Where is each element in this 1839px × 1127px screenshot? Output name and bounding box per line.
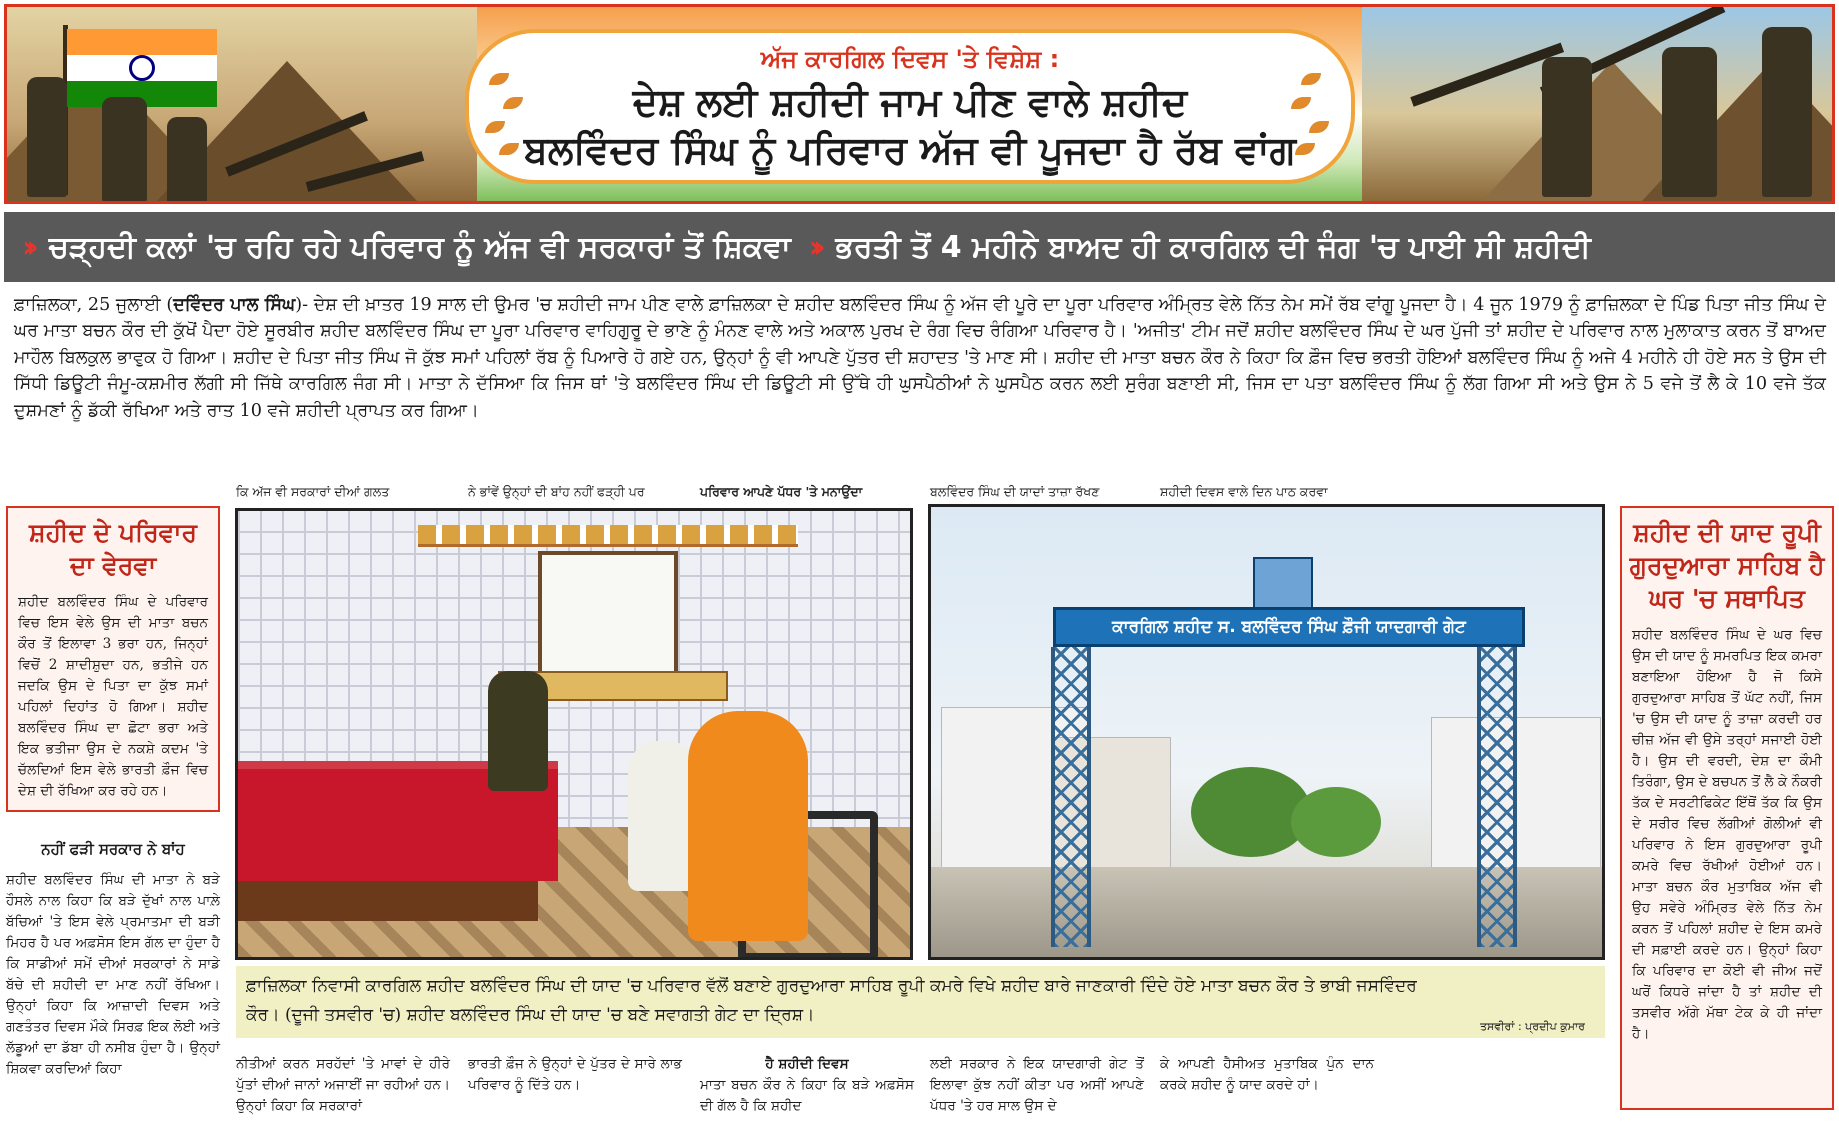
lead-body: )- ਦੇਸ਼ ਦੀ ਖ਼ਾਤਰ 19 ਸਾਲ ਦੀ ਉਮਰ 'ਚ ਸ਼ਹੀਦੀ ਜਾਮ ਪੀਣ ਵਾਲੇ ਫ਼ਾਜ਼ਿਲਕਾ ਦੇ ਸ਼ਹੀਦ ਬਲਵਿੰਦਰ ਸਿੰਘ ਨੂੰ ਅੱਜ ਵੀ ਪੂਰੇ ਦਾ ਪੂਰਾ ਪਰਿਵਾਰ ਅੰਮ੍ਰਿਤ ਵੇਲੇ ਨਿੱਤ ਨੇਮ ਸਮੇਂ ਰੱਬ ਵਾਂਗੂ ਪੂਜਦਾ ਹੈ। 4 ਜੂਨ 1979 ਨੂੰ ਫ਼ਾਜ਼ਿਲਕਾ ਦੇ ਪਿੰਡ ਪਿਤਾ ਜੀਤ ਸਿੰਘ ਦੇ ਘਰ ਮਾਤਾ ਬਚਨ ਕੌਰ ਦੀ ਕੁੱਖੋਂ ਪੈਦਾ ਹੋਏ ਸੂਰਬੀਰ ਸ਼ਹੀਦ ਬਲਵਿੰਦਰ ਸਿੰਘ ਦਾ ਪੂਰਾ ਪਰਿਵਾਰ ਵਾਹਿਗੁਰੂ ਦੇ ਭਾਣੇ ਨੂੰ ਮੰਨਣ ਵਾਲੇ ਅਤੇ ਅਕਾਲ ਪੁਰਖ ਦੇ ਰੰਗ ਵਿਚ ਰੰਗਿਆ ਪਰਿਵਾਰ ਹੈ। 'ਅਜੀਤ' ਟੀਮ ਜਦੋਂ ਸ਼ਹੀਦ ਬਲਵਿੰਦਰ ਸਿੰਘ ਦੇ ਘਰ ਪੁੱਜੀ ਤਾਂ ਸ਼ਹੀਦ ਦੇ ਪਰਿਵਾਰ ਨਾਲ ਮੁਲਾਕਾਤ ਕਰਨ ਤੋਂ ਬਾਅਦ ਮਾਹੌਲ ਬਿਲਕੁਲ ਭਾਵੁਕ ਹੋ ਗਿਆ। ਸ਼ਹੀਦ ਦੇ ਪਿਤਾ ਜੀਤ ਸਿੰਘ ਜੋ ਕੁੱਝ ਸਮਾਂ ਪਹਿਲਾਂ ਰੱਬ ਨੂੰ ਪਿਆਰੇ ਹੋ ਗਏ ਹਨ, ਉਨ੍ਹਾਂ ਨੂੰ ਵੀ ਆਪਣੇ ਪੁੱਤਰ ਦੀ ਸ਼ਹਾਦਤ 'ਤੇ ਮਾਣ ਸੀ। ਸ਼ਹੀਦ ਦੀ ਮਾਤਾ ਬਚਨ ਕੌਰ ਨੇ ਕਿਹਾ ਕਿ ਫ਼ੌਜ ਵਿਚ ਭਰਤੀ ਹੋਇਆਂ ਬਲਵਿੰਦਰ ਸਿੰਘ ਨੂੰ ਅਜੇ 4 ਮਹੀਨੇ ਹੀ ਹੋਏ ਸਨ ਤੇ ਉਸ ਦੀ ਸਿੱਧੀ ਡਿਊਟੀ ਜੰਮੂ-ਕਸ਼ਮੀਰ ਲੱਗੀ ਸੀ ਜਿੱਥੇ ਕਾਰਗਿਲ ਜੰਗ ਸੀ। ਮਾਤਾ ਨੇ ਦੱਸਿਆ ਕਿ ਜਿਸ ਥਾਂ 'ਤੇ ਬਲਵਿੰਦਰ ਸਿੰਘ ਦੀ ਡਿਊਟੀ ਸੀ ਉੱਥੇ ਹੀ ਘੁਸਪੈਠੀਆਂ ਨੇ ਘੁਸਪੈਠ ਕਰਨ ਲਈ ਸੁਰੰਗ ਬਣਾਈ ਸੀ, ਜਿਸ ਦਾ ਪਤਾ ਬਲਵਿੰਦਰ ਸਿੰਘ ਨੂੰ ਲੱਗ ਗਿਆ ਸੀ ਅਤੇ ਉਸ ਨੇ 5 ਵਜੇ ਤੋਂ ਲੈ ਕੇ 10 ਵਜੇ ਤੱਕ ਦੁਸ਼ਮਣਾਂ ਨੂੰ ਡੱਕੀ ਰੱਖਿਆ ਅਤੇ ਰਾਤ 10 ਵਜੇ ਸ਼ਹੀਦੀ ਪ੍ਰਾਪਤ ਕਰ ਗਿਆ।	[14, 295, 1826, 421]
strapline-text-1: ਚੜ੍ਹਦੀ ਕਲਾਂ 'ਚ ਰਹਿ ਰਹੇ ਪਰਿਵਾਰ ਨੂੰ ਅੱਜ ਵੀ ਸਰਕਾਰਾਂ ਤੋਂ ਸ਼ਿਕਵਾ	[48, 229, 791, 265]
strapline-bar	[4, 212, 1835, 282]
column-subhead: ਨਹੀਂ ਫੜੀ ਸਰਕਾਰ ਨੇ ਬਾਂਹ	[41, 840, 185, 858]
martyr-portrait-icon	[1253, 557, 1313, 609]
photo-memorial-room	[235, 508, 913, 960]
column-text-fragment: ਸ਼ਹੀਦੀ ਦਿਵਸ ਵਾਲੇ ਦਿਨ ਪਾਠ ਕਰਵਾ	[1160, 484, 1328, 499]
memorial-gurdwara-box	[1620, 506, 1834, 1110]
headline-line-1: ਦੇਸ਼ ਲਈ ਸ਼ਹੀਦੀ ਜਾਮ ਪੀਣ ਵਾਲੇ ਸ਼ਹੀਦ	[632, 80, 1188, 124]
column-text-fragment: ਪਰਿਵਾਰ ਆਪਣੇ ਪੱਧਰ 'ਤੇ ਮਨਾਉਂਦਾ	[700, 484, 863, 499]
banner-kicker: ਅੱਜ ਕਾਰਗਿਲ ਦਿਵਸ 'ਤੇ ਵਿਸ਼ੇਸ਼ :	[760, 45, 1060, 73]
column-text: ਭਾਰਤੀ ਫ਼ੌਜ ਨੇ ਉਨ੍ਹਾਂ ਦੇ ਪੁੱਤਰ ਦੇ ਸਾਰੇ ਲਾਭ ਪਰਿਵਾਰ ਨੂੰ ਦਿੱਤੇ ਹਨ।	[468, 1056, 682, 1093]
column-text-fragment: ਬਲਵਿੰਦਰ ਸਿੰਘ ਦੀ ਯਾਦਾਂ ਤਾਜ਼ਾ ਰੱਖਣ	[930, 484, 1100, 499]
photo-memorial-gate	[928, 504, 1605, 960]
indian-flag-icon	[67, 29, 217, 107]
banner-photo-soldiers-guns	[1362, 7, 1832, 201]
strapline-item	[4, 230, 791, 265]
reporter-name: ਦਵਿੰਦਰ ਪਾਲ ਸਿੰਘ	[173, 294, 296, 315]
column-text: ਨੀਤੀਆਂ ਕਰਨ ਸਰਹੱਦਾਂ 'ਤੇ ਮਾਵਾਂ ਦੇ ਹੀਰੇ ਪੁੱਤਾਂ ਦੀਆਂ ਜਾਨਾਂ ਅਜਾਈਂ ਜਾ ਰਹੀਆਂ ਹਨ। ਉਨ੍ਹਾਂ ਕਿਹਾ ਕਿ ਸਰਕਾਰਾਂ	[236, 1056, 450, 1114]
gate-sign: ਕਾਰਗਿਲ ਸ਼ਹੀਦ ਸ. ਬਲਵਿੰਦਰ ਸਿੰਘ ਫ਼ੌਜੀ ਯਾਦਗਾਰੀ ਗੇਟ	[1053, 607, 1525, 647]
caption-line-1: ਫ਼ਾਜ਼ਿਲਕਾ ਨਿਵਾਸੀ ਕਾਰਗਿਲ ਸ਼ਹੀਦ ਬਲਵਿੰਦਰ ਸਿੰਘ ਦੀ ਯਾਦ 'ਚ ਪਰਿਵਾਰ ਵੱਲੋਂ ਬਣਾਏ ਗੁਰਦੁਆਰਾ ਸਾਹਿਬ ਰੂਪੀ ਕਮਰੇ ਵਿਖੇ ਸ਼ਹੀਦ ਬਾਰੇ ਜਾਣਕਾਰੀ ਦਿੰਦੇ ਹੋਏ ਮਾਤਾ ਬਚਨ ਕੌਰ ਤੇ ਭਾਬੀ ਜਸਵਿੰਦਰ	[246, 976, 1417, 996]
strapline-item	[791, 230, 1591, 265]
family-details-box	[6, 506, 220, 812]
photo-caption	[236, 966, 1605, 1038]
column-text-block	[700, 1054, 914, 1117]
headline-line-2: ਬਲਵਿੰਦਰ ਸਿੰਘ ਨੂੰ ਪਰਿਵਾਰ ਅੱਜ ਵੀ ਪੂਜਦਾ ਹੈ ਰੱਬ ਵਾਂਗ	[524, 128, 1296, 172]
column-text-fragment: ਨੇ ਭਾਂਵੇਂ ਉਨ੍ਹਾਂ ਦੀ ਬਾਂਹ ਨਹੀਂ ਫੜ੍ਹੀ ਪਰ	[468, 484, 645, 499]
strapline-text-2: ਭਰਤੀ ਤੋਂ 4 ਮਹੀਨੇ ਬਾਅਦ ਹੀ ਕਾਰਗਿਲ ਦੀ ਜੰਗ 'ਚ ਪਾਈ ਸੀ ਸ਼ਹੀਦੀ	[835, 229, 1591, 265]
box-body: ਸ਼ਹੀਦ ਬਲਵਿੰਦਰ ਸਿੰਘ ਦੇ ਘਰ ਵਿਚ ਉਸ ਦੀ ਯਾਦ ਨੂੰ ਸਮਰਪਿਤ ਇਕ ਕਮਰਾ ਬਣਾਇਆ ਹੋਇਆ ਹੈ ਜੋ ਕਿਸੇ ਗੁਰਦੁਆਰਾ ਸਾਹਿਬ ਤੋਂ ਘੱਟ ਨਹੀਂ, ਜਿਸ 'ਚ ਉਸ ਦੀ ਯਾਦ ਨੂੰ ਤਾਜ਼ਾ ਕਰਦੀ ਹਰ ਚੀਜ਼ ਅੱਜ ਵੀ ਉਸੇ ਤਰ੍ਹਾਂ ਸਜਾਈ ਹੋਈ ਹੈ। ਉਸ ਦੀ ਵਰਦੀ, ਦੇਸ਼ ਦਾ ਕੌਮੀ ਤਿਰੰਗਾ, ਉਸ ਦੇ ਬਚਪਨ ਤੋਂ ਲੈ ਕੇ ਨੌਕਰੀ ਤੱਕ ਦੇ ਸਰਟੀਫਿਕੇਟ ਇੱਥੋਂ ਤੱਕ ਕਿ ਉਸ ਦੇ ਸਰੀਰ ਵਿਚ ਲੱਗੀਆਂ ਗੋਲੀਆਂ ਵੀ ਪਰਿਵਾਰ ਨੇ ਇਸ ਗੁਰਦੁਆਰਾ ਰੂਪੀ ਕਮਰੇ ਵਿਚ ਰੱਖੀਆਂ ਹੋਈਆਂ ਹਨ। ਮਾਤਾ ਬਚਨ ਕੌਰ ਮੁਤਾਬਿਕ ਅੱਜ ਵੀ ਉਹ ਸਵੇਰੇ ਅੰਮ੍ਰਿਤ ਵੇਲੇ ਨਿੱਤ ਨੇਮ ਕਰਨ ਤੋਂ ਪਹਿਲਾਂ ਸ਼ਹੀਦ ਦੇ ਇਸ ਕਮਰੇ ਦੀ ਸਫ਼ਾਈ ਕਰਦੇ ਹਨ। ਉਨ੍ਹਾਂ ਕਿਹਾ ਕਿ ਪਰਿਵਾਰ ਦਾ ਕੋਈ ਵੀ ਜੀਅ ਜਦੋਂ ਘਰੋਂ ਕਿਧਰੇ ਜਾਂਦਾ ਹੈ ਤਾਂ ਸ਼ਹੀਦ ਦੀ ਤਸਵੀਰ ਅੱਗੇ ਮੱਥਾ ਟੇਕ ਕੇ ਹੀ ਜਾਂਦਾ ਹੈ।	[1632, 627, 1822, 1042]
photo-credit: ਤਸਵੀਰਾਂ : ਪ੍ਰਦੀਪ ਕੁਮਾਰ	[1479, 1020, 1585, 1033]
column-text: ਮਾਤਾ ਬਚਨ ਕੌਰ ਨੇ ਕਿਹਾ ਕਿ ਬੜੇ ਅਫ਼ਸੋਸ ਦੀ ਗੱਲ ਹੈ ਕਿ ਸ਼ਹੀਦ	[700, 1077, 914, 1114]
double-chevron-right-icon: ››	[22, 229, 31, 265]
column-text: ਲਈ ਸਰਕਾਰ ਨੇ ਇਕ ਯਾਦਗਾਰੀ ਗੇਟ ਤੋਂ ਇਲਾਵਾ ਕੁੱਝ ਨਹੀਂ ਕੀਤਾ ਪਰ ਅਸੀਂ ਆਪਣੇ ਪੱਧਰ 'ਤੇ ਹਰ ਸਾਲ ਉਸ ਦੇ	[930, 1056, 1144, 1114]
column-subhead: ਹੈ ਸ਼ਹੀਦੀ ਦਿਵਸ	[765, 1056, 849, 1072]
column-text: ਕੇ ਆਪਣੀ ਹੈਸੀਅਤ ਮੁਤਾਬਿਕ ਪੁੰਨ ਦਾਨ ਕਰਕੇ ਸ਼ਹੀਦ ਨੂੰ ਯਾਦ ਕਰਦੇ ਹਾਂ।	[1160, 1056, 1374, 1093]
lead-paragraph	[14, 292, 1826, 424]
banner-photo-soldiers-flag	[7, 7, 477, 201]
banner-title-box	[465, 29, 1355, 184]
double-chevron-right-icon: ››	[808, 229, 818, 265]
column-text-fragment: ਕਿ ਅੱਜ ਵੀ ਸਰਕਾਰਾਂ ਦੀਆਂ ਗਲਤ	[236, 484, 390, 499]
column-text: ਸ਼ਹੀਦ ਬਲਵਿੰਦਰ ਸਿੰਘ ਦੀ ਮਾਤਾ ਨੇ ਬੜੇ ਹੌਸਲੇ ਨਾਲ ਕਿਹਾ ਕਿ ਬੜੇ ਦੁੱਖਾਂ ਨਾਲ ਪਾਲ਼ੇ ਬੱਚਿਆਂ 'ਤੇ ਇਸ ਵੇਲੇ ਪ੍ਰਮਾਤਮਾ ਦੀ ਬੜੀ ਮਿਹਰ ਹੈ ਪਰ ਅਫ਼ਸੋਸ ਇਸ ਗੱਲ ਦਾ ਹੁੰਦਾ ਹੈ ਕਿ ਸਾਡੀਆਂ ਸਮੇਂ ਦੀਆਂ ਸਰਕਾਰਾਂ ਨੇ ਸਾਡੇ ਬੱਚੇ ਦੀ ਸ਼ਹੀਦੀ ਦਾ ਮਾਣ ਨਹੀਂ ਰੱਖਿਆ। ਉਨ੍ਹਾਂ ਕਿਹਾ ਕਿ ਆਜ਼ਾਦੀ ਦਿਵਸ ਅਤੇ ਗਣਤੰਤਰ ਦਿਵਸ ਮੌਕੇ ਸਿਰਫ਼ ਇਕ ਲੋਈ ਅਤੇ ਲੱਡੂਆਂ ਦਾ ਡੱਬਾ ਹੀ ਨਸੀਬ ਹੁੰਦਾ ਹੈ। ਉਨ੍ਹਾਂ ਸ਼ਿਕਵਾ ਕਰਦਿਆਂ ਕਿਹਾ	[6, 872, 220, 1077]
box-title: ਸ਼ਹੀਦ ਦੀ ਯਾਦ ਰੂਪੀ ਗੁਰਦੁਆਰਾ ਸਾਹਿਬ ਹੈ ਘਰ 'ਚ ਸਥਾਪਿਤ	[1629, 518, 1825, 613]
caption-line-2: ਕੌਰ। (ਦੂਜੀ ਤਸਵੀਰ 'ਚ) ਸ਼ਹੀਦ ਬਲਵਿੰਦਰ ਸਿੰਘ ਦੀ ਯਾਦ 'ਚ ਬਣੇ ਸਵਾਗਤੀ ਗੇਟ ਦਾ ਦ੍ਰਿਸ਼।	[246, 1005, 815, 1025]
dateline: ਫ਼ਾਜ਼ਿਲਕਾ, 25 ਜੁਲਾਈ (	[14, 295, 174, 315]
box-title: ਸ਼ਹੀਦ ਦੇ ਪਰਿਵਾਰ ਦਾ ਵੇਰਵਾ	[28, 518, 197, 580]
box-body: ਸ਼ਹੀਦ ਬਲਵਿੰਦਰ ਸਿੰਘ ਦੇ ਪਰਿਵਾਰ ਵਿਚ ਇਸ ਵੇਲੇ ਉਸ ਦੀ ਮਾਤਾ ਬਚਨ ਕੌਰ ਤੋਂ ਇਲਾਵਾ 3 ਭਰਾ ਹਨ, ਜਿਨ੍ਹਾਂ ਵਿਚੋਂ 2 ਸ਼ਾਦੀਸ਼ੁਦਾ ਹਨ, ਭਤੀਜੇ ਹਨ ਜਦਕਿ ਉਸ ਦੇ ਪਿਤਾ ਦਾ ਕੁੱਝ ਸਮਾਂ ਪਹਿਲਾਂ ਦਿਹਾਂਤ ਹੋ ਗਿਆ। ਸ਼ਹੀਦ ਬਲਵਿੰਦਰ ਸਿੰਘ ਦਾ ਛੋਟਾ ਭਰਾ ਅਤੇ ਇਕ ਭਤੀਜਾ ਉਸ ਦੇ ਨਕਸ਼ੇ ਕਦਮ 'ਤੇ ਚੱਲਦਿਆਂ ਇਸ ਵੇਲੇ ਭਾਰਤੀ ਫ਼ੌਜ ਵਿਚ ਦੇਸ਼ ਦੀ ਰੱਖਿਆ ਕਰ ਰਹੇ ਹਨ।	[18, 594, 208, 799]
headline-banner	[4, 4, 1835, 204]
